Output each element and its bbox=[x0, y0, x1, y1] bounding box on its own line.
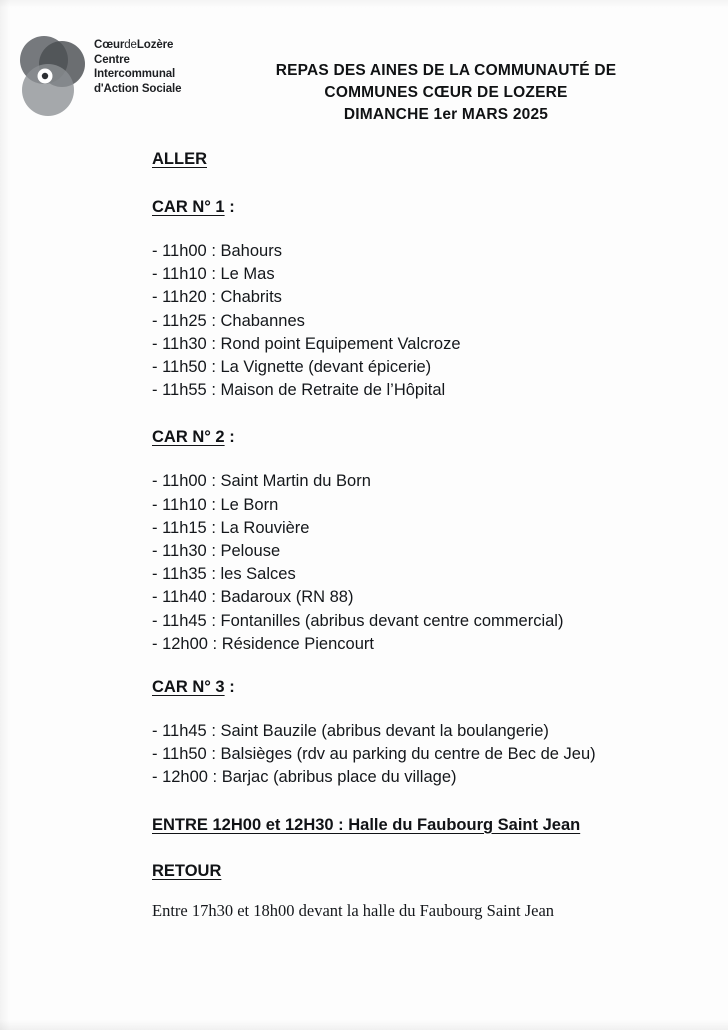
list-item: - 12h00 : Barjac (abribus place du village) bbox=[152, 768, 457, 787]
page-title-line-3: DIMANCHE 1er MARS 2025 bbox=[343, 106, 549, 123]
heading-car-1-colon: : bbox=[224, 198, 235, 216]
page-title-line-2: COMMUNES CŒUR DE LOZERE bbox=[324, 84, 568, 101]
list-item: - 11h15 : La Rouvière bbox=[152, 518, 310, 537]
heading-car-1 bbox=[152, 196, 664, 218]
heading-car-3-colon: : bbox=[224, 678, 235, 697]
list-item: - 12h00 : Résidence Piencourt bbox=[152, 634, 374, 653]
heading-retour bbox=[152, 860, 664, 882]
list-item: - 11h25 : Chabannes bbox=[152, 311, 305, 330]
heading-car-2 bbox=[152, 426, 664, 448]
page-title-line-1: REPAS DES AINES DE LA COMMUNAUTÉ DE bbox=[275, 62, 617, 79]
list-item: - 11h30 : Pelouse bbox=[152, 542, 281, 561]
organization-logo bbox=[18, 28, 208, 128]
document-header bbox=[0, 22, 728, 137]
logo-line-action-sociale: d'Action Sociale bbox=[94, 82, 182, 95]
list-item: - 11h50 : La Vignette (devant épicerie) bbox=[152, 358, 432, 377]
retour-detail: Entre 17h30 et 18h00 devant la halle du Faubourg Saint Jean bbox=[152, 901, 555, 921]
scan-edge-left bbox=[0, 0, 10, 1030]
meal-location-note-text: ENTRE 12H00 et 12H30 : Halle du Faubourg Saint Jean bbox=[152, 815, 581, 834]
scan-edge-bottom bbox=[0, 1020, 728, 1030]
heading-car-3 bbox=[152, 676, 664, 698]
heading-aller bbox=[152, 148, 664, 170]
heading-retour-text: RETOUR bbox=[152, 862, 222, 881]
list-item: - 11h40 : Badaroux (RN 88) bbox=[152, 588, 354, 607]
page-title bbox=[196, 60, 696, 126]
logo-name-coeur: Cœur bbox=[94, 39, 125, 51]
logo-line-centre: Centre bbox=[94, 53, 130, 66]
car-1-stop-list bbox=[152, 240, 664, 402]
heading-car-2-text: CAR N° 2 bbox=[152, 428, 225, 447]
list-item: - 11h10 : Le Born bbox=[152, 495, 279, 514]
heading-car-1-text: CAR N° 1 bbox=[152, 198, 225, 216]
list-item: - 11h50 : Balsièges (rdv au parking du centre de Bec de Jeu) bbox=[152, 745, 596, 764]
meal-location-note bbox=[152, 814, 664, 837]
list-item: - 11h00 : Bahours bbox=[152, 242, 282, 260]
heading-aller-text: ALLER bbox=[152, 150, 207, 168]
heading-car-2-colon: : bbox=[224, 428, 235, 447]
logo-name-lozere: Lozère bbox=[136, 39, 174, 51]
scan-edge-top bbox=[0, 0, 728, 8]
car-2-stop-list bbox=[152, 470, 664, 656]
list-item: - 11h30 : Rond point Equipement Valcroze bbox=[152, 334, 461, 353]
logo-line-intercommunal: Intercommunal bbox=[94, 68, 176, 80]
document-body bbox=[152, 148, 664, 922]
car-3-stop-list bbox=[152, 720, 664, 790]
list-item: - 11h55 : Maison de Retraite de l’Hôpital bbox=[152, 381, 446, 400]
heading-car-3-text: CAR N° 3 bbox=[152, 678, 225, 697]
list-item: - 11h45 : Saint Bauzile (abribus devant la boulangerie) bbox=[152, 722, 549, 741]
list-item: - 11h45 : Fontanilles (abribus devant centre commercial) bbox=[152, 611, 564, 630]
list-item: - 11h10 : Le Mas bbox=[152, 265, 275, 284]
logo-name-de: de bbox=[124, 39, 137, 51]
list-item: - 11h35 : les Salces bbox=[152, 565, 296, 584]
list-item: - 11h20 : Chabrits bbox=[152, 288, 282, 307]
three-overlapping-circles-icon bbox=[18, 34, 88, 120]
list-item: - 11h00 : Saint Martin du Born bbox=[152, 472, 371, 491]
